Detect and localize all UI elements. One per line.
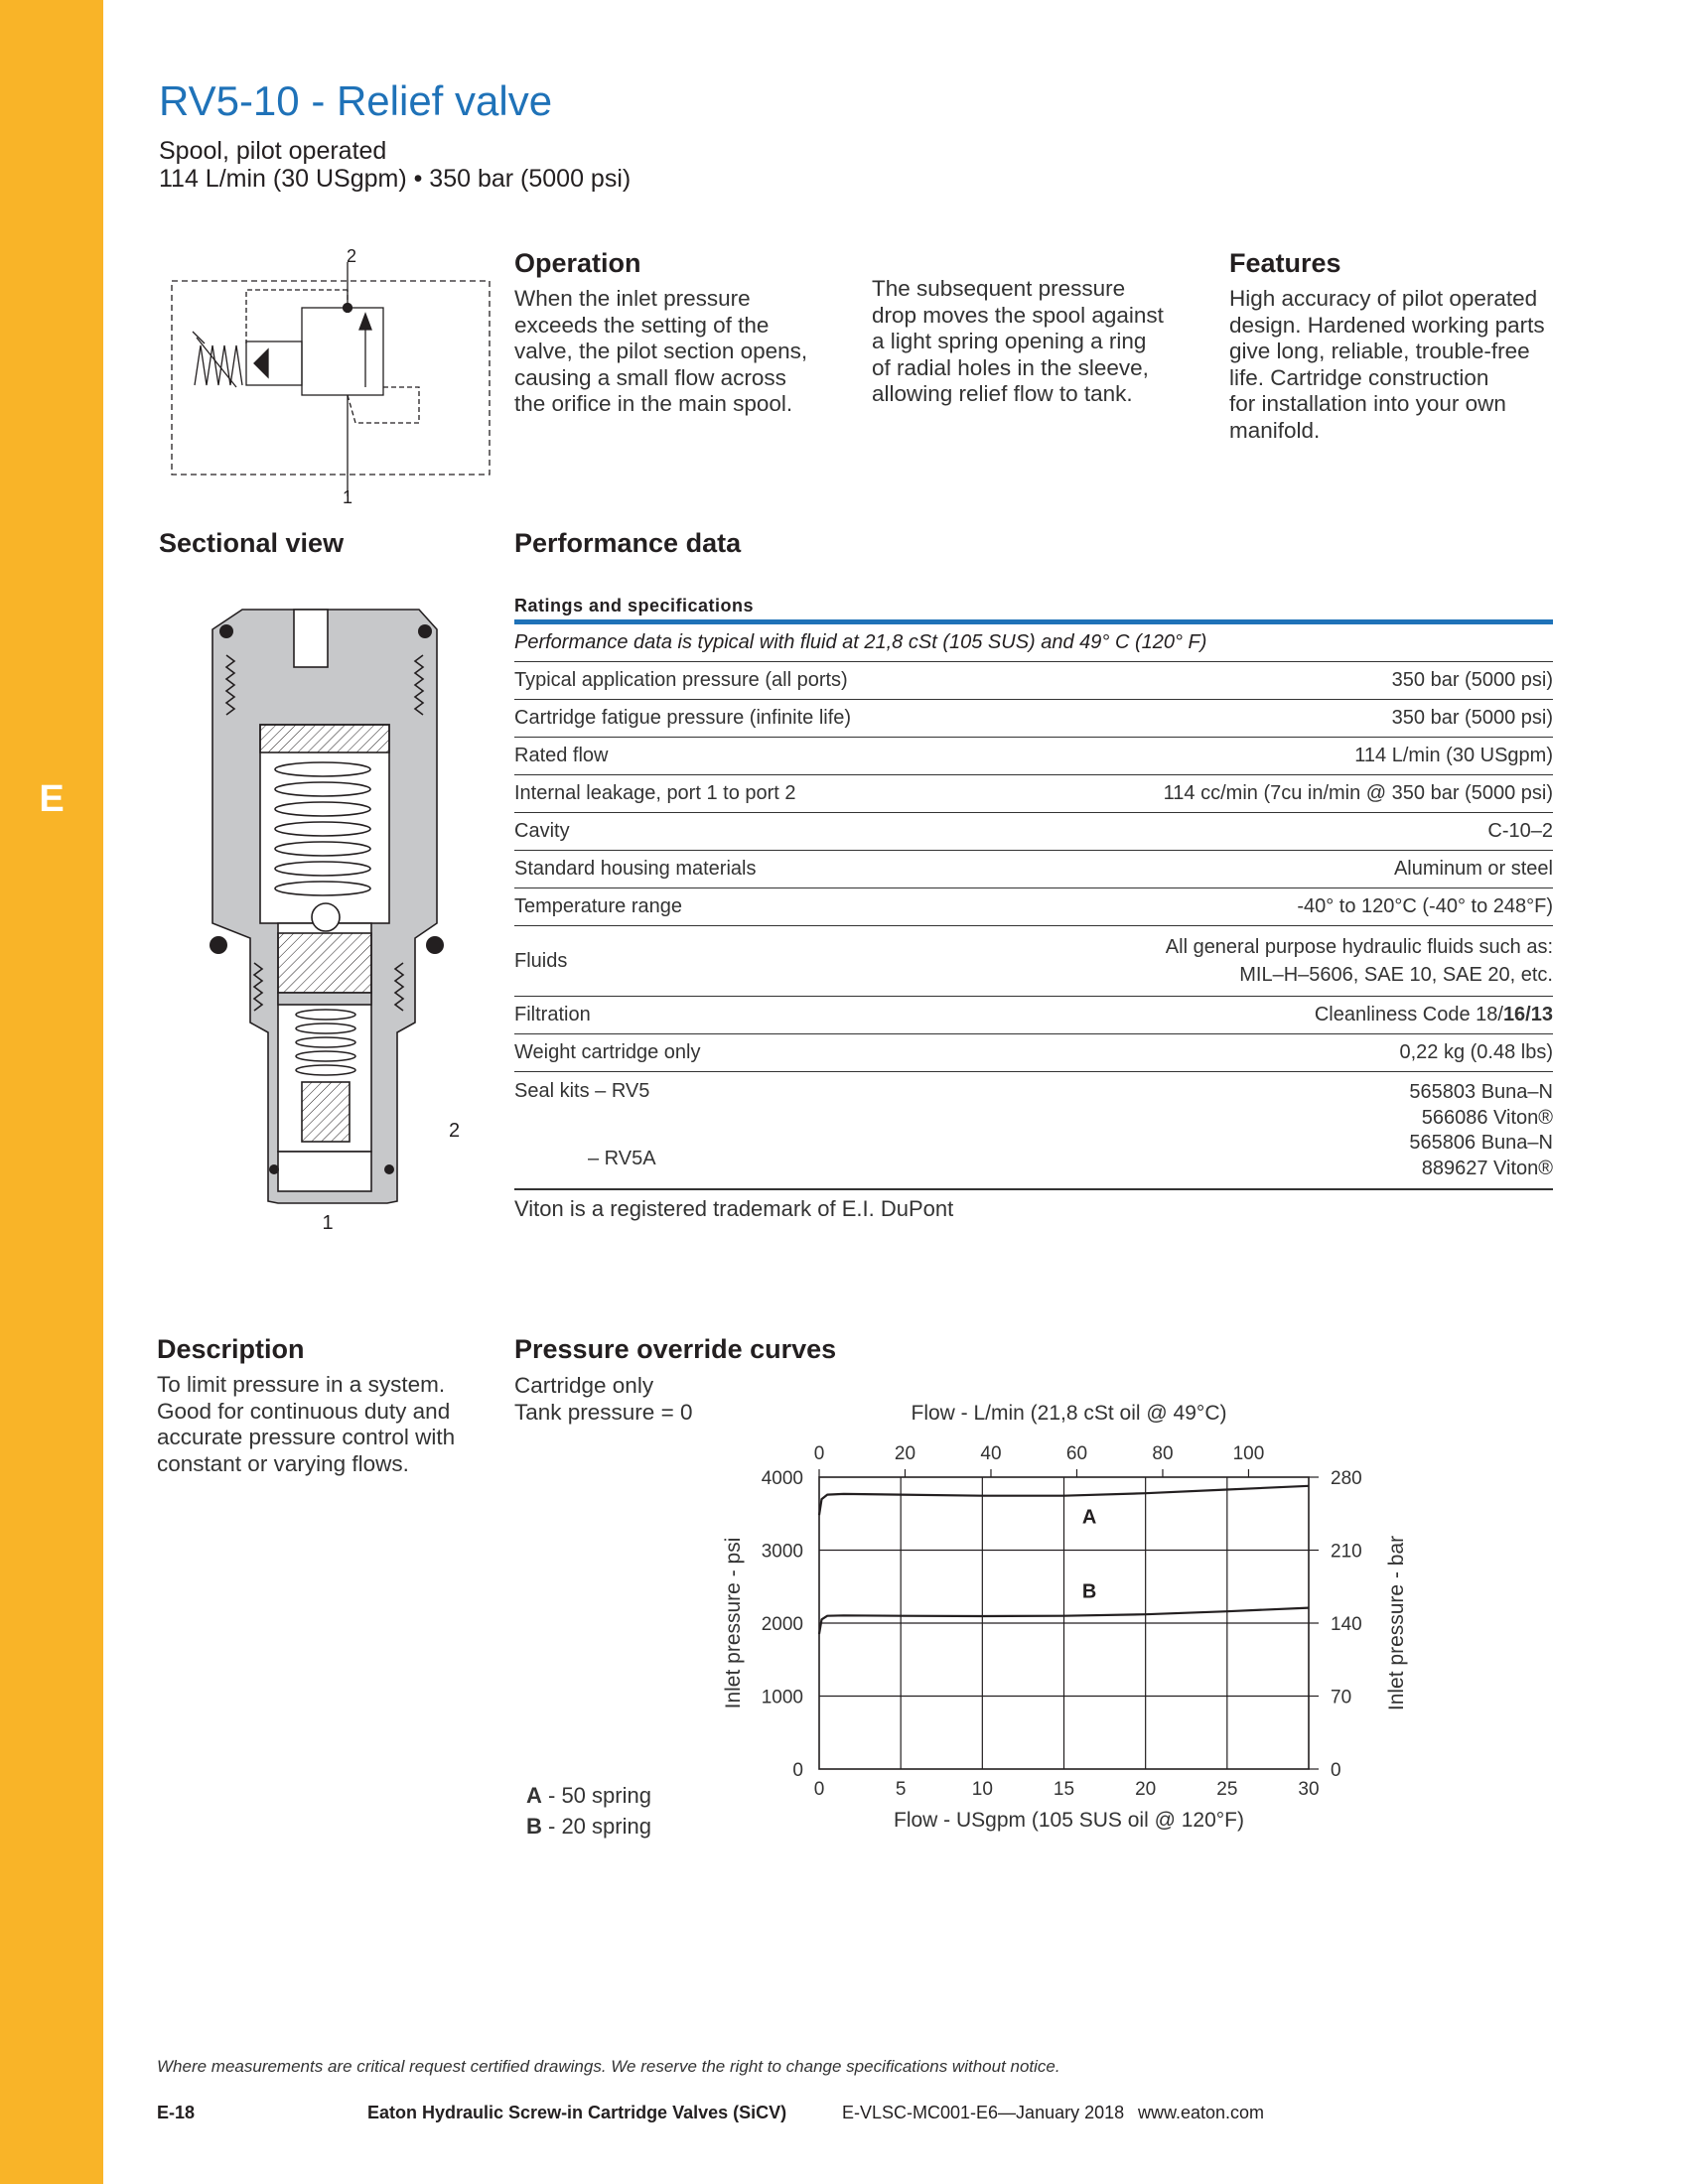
x-axis-label: Flow - USgpm (105 SUS oil @ 120°F)	[894, 1809, 1244, 1832]
top-tick-label: 20	[894, 1443, 916, 1464]
curves-sub-line: Tank pressure = 0	[514, 1400, 693, 1425]
operation-line: the orifice in the main spool.	[514, 391, 793, 416]
top-tick-label: 0	[813, 1443, 825, 1464]
section-letter: E	[39, 778, 65, 820]
features-line: life. Cartridge construction	[1229, 364, 1489, 390]
operation-line: valve, the pilot section opens,	[514, 339, 808, 363]
symbol-port-1: 1	[342, 487, 353, 507]
seal-value: 889627 Viton®	[1421, 1157, 1553, 1179]
series-label-b: B	[1081, 1580, 1097, 1603]
row-label: Fluids	[514, 949, 568, 972]
seal-value: 565803 Buna–N	[1409, 1081, 1553, 1103]
table-row	[514, 662, 1553, 700]
sectional-port-1: 1	[322, 1212, 334, 1234]
description-line: accurate pressure control with	[157, 1425, 456, 1449]
features-text	[1229, 286, 1557, 444]
legend-key: A	[526, 1783, 542, 1808]
row-value: Aluminum or steel	[1393, 858, 1553, 880]
operation-line: a light spring opening a ring	[872, 329, 1147, 353]
description-line: To limit pressure in a system.	[157, 1372, 446, 1397]
footer-brand-text: Eaton Hydraulic Screw-in Cartridge Valves (SiCV)	[367, 2103, 787, 2122]
x-tick-label: 25	[1216, 1779, 1238, 1800]
description-text	[157, 1372, 494, 1477]
x-tick-label: 30	[1298, 1779, 1320, 1800]
right-tick-label: 140	[1331, 1614, 1362, 1635]
features-line: give long, reliable, trouble-free	[1229, 339, 1530, 363]
symbol-port-2: 2	[346, 246, 357, 266]
fluids-line-2: MIL–H–5606, SAE 10, SAE 20, etc.	[1239, 964, 1553, 986]
legend-key: B	[526, 1814, 542, 1839]
operation-heading: Operation	[514, 248, 641, 278]
filtration-prefix: Cleanliness Code 18/	[1314, 1004, 1503, 1025]
y-axis-label: Inlet pressure - psi	[722, 1537, 745, 1709]
row-value: C-10–2	[1487, 820, 1553, 842]
fluids-line-1: All general purpose hydraulic fluids such as:	[1165, 936, 1553, 958]
sectional-view-heading: Sectional view	[159, 528, 345, 558]
page-number	[157, 2103, 195, 2123]
operation-text-col2	[872, 276, 1209, 408]
trademark-note: Viton is a registered trademark of E.I. DuPont	[514, 1196, 954, 1221]
legend-text: - 50 spring	[541, 1783, 651, 1808]
features-line: for installation into your own	[1229, 391, 1506, 416]
footer-note: Where measurements are critical request certified drawings. We reserve the right to change specifications without notice.	[157, 2057, 1060, 2076]
specs-table	[514, 592, 1553, 1190]
table-row	[514, 738, 1553, 775]
row-label: Internal leakage, port 1 to port 2	[514, 782, 796, 804]
x-tick-label: 15	[1053, 1779, 1075, 1800]
y-tick-label: 4000	[761, 1468, 803, 1489]
description-line: Good for continuous duty and	[157, 1398, 451, 1424]
table-note: Performance data is typical with fluid at 21,8 cSt (105 SUS) and 49° C (120° F)	[514, 624, 1553, 662]
row-value	[1315, 1004, 1553, 1026]
legend-item-b	[526, 1811, 651, 1842]
top-tick-label: 80	[1152, 1443, 1174, 1464]
seal-label-rv5a: – RV5A	[588, 1148, 656, 1169]
footer-doc-id: E-VLSC-MC001-E6—January 2018	[842, 2103, 1125, 2122]
features-line: manifold.	[1229, 417, 1321, 443]
row-label: Temperature range	[514, 895, 682, 917]
row-label: Weight cartridge only	[514, 1041, 701, 1063]
table-row	[514, 813, 1553, 851]
operation-line: When the inlet pressure	[514, 286, 751, 311]
table-row-filtration	[514, 997, 1553, 1034]
operation-line: of radial holes in the sleeve,	[872, 354, 1149, 380]
table-row-seal-kits	[514, 1072, 1553, 1190]
operation-line: The subsequent pressure	[872, 276, 1126, 301]
subtitle-line-1: Spool, pilot operated	[159, 137, 387, 165]
top-tick-label: 40	[980, 1443, 1002, 1464]
operation-line: causing a small flow across	[514, 364, 786, 390]
page-subtitle	[159, 137, 631, 193]
right-axis-label: Inlet pressure - bar	[1385, 1535, 1408, 1711]
description-line: constant or varying flows.	[157, 1450, 409, 1476]
seal-value: 565806 Buna–N	[1409, 1132, 1553, 1154]
row-label: Cavity	[514, 820, 570, 842]
footer-brand	[367, 2103, 786, 2123]
table-row	[514, 1034, 1553, 1072]
x-tick-label: 10	[971, 1779, 993, 1800]
features-heading: Features	[1229, 248, 1341, 278]
series-label-a: A	[1081, 1506, 1097, 1529]
page-title: RV5-10 - Relief valve	[159, 77, 553, 124]
pressure-override-chart	[695, 1390, 1430, 1886]
x-tick-label: 20	[1135, 1779, 1157, 1800]
row-value: 114 cc/min (7cu in/min @ 350 bar (5000 psi)	[1163, 782, 1553, 804]
y-tick-label: 3000	[761, 1541, 803, 1563]
footer-url: www.eaton.com	[1138, 2103, 1265, 2122]
subtitle-line-2: 114 L/min (30 USgpm) • 350 bar (5000 psi)	[159, 165, 632, 193]
y-tick-label: 2000	[761, 1614, 803, 1635]
table-row-fluids	[514, 926, 1553, 997]
row-label: Standard housing materials	[514, 858, 757, 880]
page-number-text: E-18	[157, 2103, 196, 2122]
row-value: 350 bar (5000 psi)	[1391, 669, 1553, 691]
top-tick-label: 60	[1065, 1443, 1088, 1464]
table-row	[514, 700, 1553, 738]
row-value: 0,22 kg (0.48 lbs)	[1399, 1041, 1553, 1063]
sidebar-strip	[0, 0, 103, 2184]
right-tick-label: 210	[1331, 1541, 1362, 1563]
filtration-code: 16/13	[1502, 1004, 1553, 1025]
y-tick-label: 0	[792, 1760, 803, 1781]
row-label: Filtration	[514, 1004, 591, 1025]
y-tick-label: 1000	[761, 1687, 803, 1708]
operation-line: drop moves the spool against	[872, 302, 1164, 328]
seal-label-rv5: Seal kits – RV5	[514, 1080, 650, 1102]
features-line: High accuracy of pilot operated	[1229, 286, 1538, 311]
table-row	[514, 851, 1553, 888]
right-tick-label: 70	[1331, 1687, 1352, 1708]
features-line: design. Hardened working parts	[1229, 312, 1545, 338]
row-value: -40° to 120°C (-40° to 248°F)	[1297, 895, 1553, 917]
row-label: Typical application pressure (all ports)	[514, 669, 848, 691]
operation-line: allowing relief flow to tank.	[872, 381, 1133, 406]
hydraulic-symbol	[167, 248, 494, 506]
performance-heading: Performance data	[514, 528, 742, 558]
seal-value: 566086 Viton®	[1421, 1106, 1553, 1129]
table-row	[514, 888, 1553, 926]
table-heading: Ratings and specifications	[514, 592, 1553, 624]
curves-subtitle	[514, 1372, 692, 1426]
top-axis-label: Flow - L/min (21,8 cSt oil @ 49°C)	[911, 1402, 1227, 1425]
top-tick-label: 100	[1232, 1443, 1265, 1464]
curves-legend	[526, 1780, 651, 1842]
curves-heading: Pressure override curves	[514, 1334, 837, 1364]
row-label: Rated flow	[514, 745, 609, 766]
table-row	[514, 775, 1553, 813]
x-tick-label: 5	[895, 1779, 907, 1800]
seal-values	[1409, 1072, 1553, 1188]
row-value	[1166, 933, 1553, 989]
operation-text-col1	[514, 286, 852, 418]
seal-labels	[514, 1072, 656, 1188]
sectional-view-drawing	[199, 596, 461, 1234]
right-tick-label: 280	[1331, 1468, 1362, 1489]
legend-text: - 20 spring	[541, 1814, 651, 1839]
right-tick-label: 0	[1331, 1760, 1341, 1781]
curves-sub-line: Cartridge only	[514, 1373, 654, 1398]
row-label: Cartridge fatigue pressure (infinite life)	[514, 707, 852, 729]
sectional-port-2: 2	[449, 1120, 461, 1142]
description-heading: Description	[157, 1334, 305, 1364]
operation-line: exceeds the setting of the	[514, 312, 770, 338]
row-value: 350 bar (5000 psi)	[1391, 707, 1553, 729]
x-tick-label: 0	[813, 1779, 825, 1800]
row-value: 114 L/min (30 USgpm)	[1354, 745, 1553, 766]
legend-item-a	[526, 1780, 651, 1811]
